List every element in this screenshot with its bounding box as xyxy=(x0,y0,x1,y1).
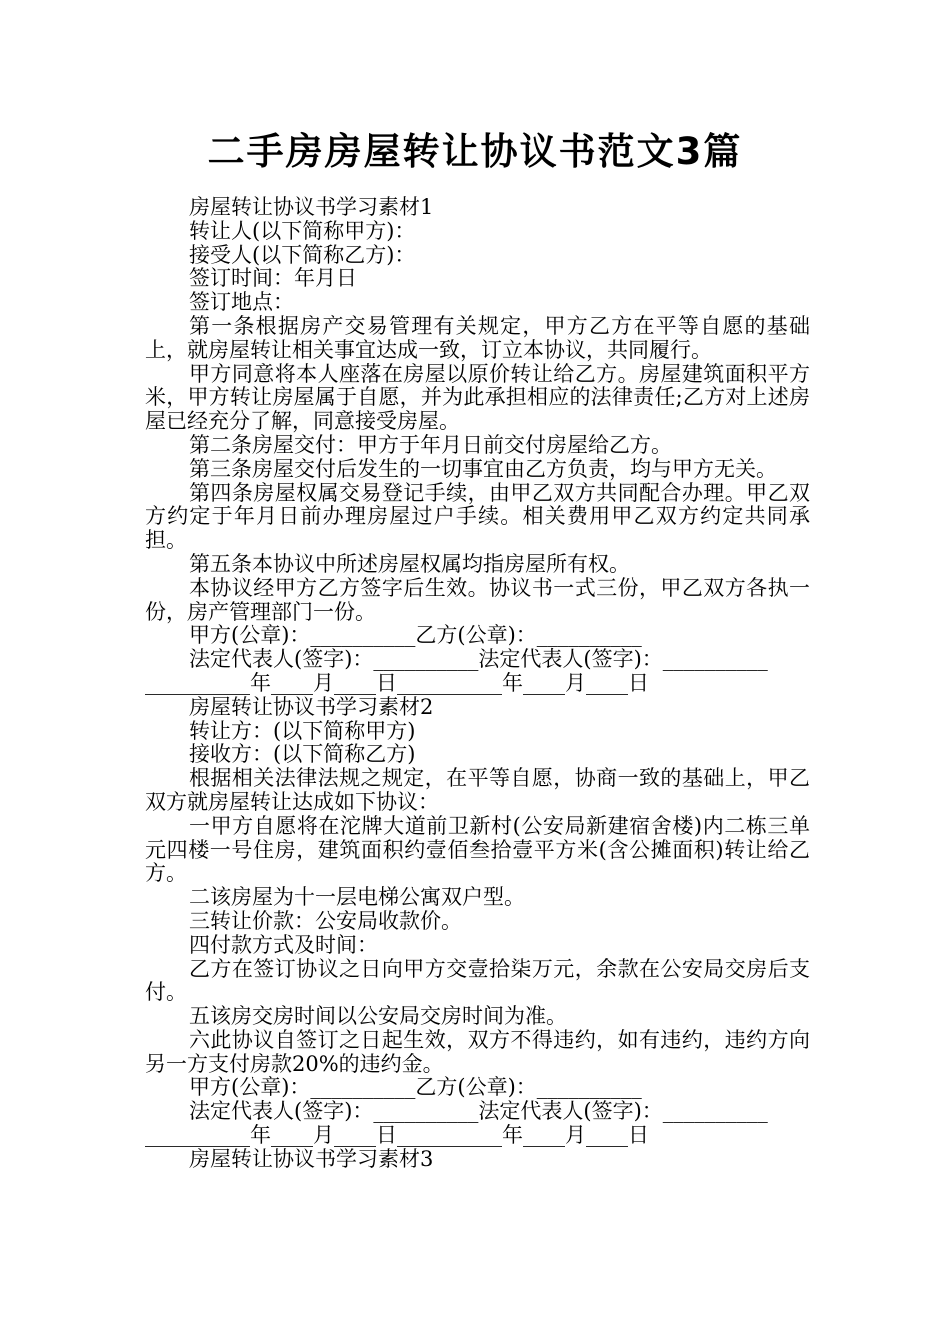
paragraph-s1-transferor: 转让人(以下简称甲方)： xyxy=(189,218,416,243)
paragraph-s2-seal: 甲方(公章)：__________乙方(公章)：__________ xyxy=(189,1075,642,1100)
document-body xyxy=(145,196,810,1172)
paragraph-s2-item-2: 二该房屋为十一层电梯公寓双户型。 xyxy=(189,885,525,910)
paragraph-s1-sign-time: 签订时间：年月日 xyxy=(189,266,357,291)
paragraph-s1-seal: 甲方(公章)：__________乙方(公章)：__________ xyxy=(189,623,642,648)
paragraph-s2-date: __________年____月____日__________年____月____日 xyxy=(145,1123,649,1148)
paragraph-s1-transferee: 接受人(以下简称乙方)： xyxy=(189,242,416,267)
paragraph-s1-article-1: 第一条根据房产交易管理有关规定，甲方乙方在平等自愿的基础上，就房屋转让相关事宜达成一致，订立本协议，共同履行。 xyxy=(145,313,810,362)
paragraph-s1-effect: 本协议经甲方乙方签字后生效。协议书一式三份，甲乙双方各执一份，房产管理部门一份。 xyxy=(145,575,810,624)
paragraph-s2-item-3: 三转让价款：公安局收款价。 xyxy=(189,908,462,933)
paragraph-s2-transferee: 接收方：(以下简称乙方) xyxy=(189,742,416,767)
paragraph-s2-transferor: 转让方：(以下简称甲方) xyxy=(189,718,416,743)
paragraph-s2-item-4: 四付款方式及时间： xyxy=(189,932,378,957)
paragraph-s1-article-1-detail: 甲方同意将本人座落在房屋以原价转让给乙方。房屋建筑面积平方米，甲方转让房屋属于自愿，并为此承担相应的法律责任;乙方对上述房屋已经充分了解，同意接受房屋。 xyxy=(145,361,810,434)
paragraph-s2-heading: 房屋转让协议书学习素材2 xyxy=(189,694,434,719)
paragraph-s1-heading: 房屋转让协议书学习素材1 xyxy=(189,195,434,219)
paragraph-s1-sign-place: 签订地点： xyxy=(189,290,294,315)
document-title: 二手房房屋转让协议书范文3篇 xyxy=(207,130,743,173)
paragraph-s2-item-6: 六此协议自签订之日起生效，双方不得违约，如有违约，违约方向另一方支付房款20%的违约金。 xyxy=(145,1027,810,1076)
paragraph-s1-article-5: 第五条本协议中所述房屋权属均指房屋所有权。 xyxy=(189,551,630,576)
paragraph-s2-preamble: 根据相关法律法规之规定，在平等自愿，协商一致的基础上，甲乙双方就房屋转让达成如下协议： xyxy=(145,766,810,814)
paragraph-s2-rep: 法定代表人(签字)：__________法定代表人(签字)：__________ xyxy=(189,1099,768,1124)
paragraph-s1-date: __________年____月____日__________年____月____日 xyxy=(145,670,649,695)
paragraph-s2-item-4-detail: 乙方在签订协议之日向甲方交壹拾柒万元，余款在公安局交房后支付。 xyxy=(145,956,810,1005)
paragraph-s1-article-2: 第二条房屋交付：甲方于年月日前交付房屋给乙方。 xyxy=(189,432,672,457)
paragraph-s3-heading: 房屋转让协议书学习素材3 xyxy=(189,1146,434,1171)
paragraph-s2-item-1: 一甲方自愿将在沱牌大道前卫新村(公安局新建宿舍楼)内二栋三单元四楼一号住房，建筑面积约壹佰叁拾壹平方米(含公摊面积)转让给乙方。 xyxy=(145,813,810,886)
paragraph-s1-article-4: 第四条房屋权属交易登记手续，由甲乙双方共同配合办理。甲乙双方约定于年月日前办理房屋过户手续。相关费用甲乙双方约定共同承担。 xyxy=(145,480,810,553)
paragraph-s1-rep: 法定代表人(签字)：__________法定代表人(签字)：__________ xyxy=(189,647,768,672)
paragraph-s2-item-5: 五该房交房时间以公安局交房时间为准。 xyxy=(189,1004,567,1029)
paragraph-s1-article-3: 第三条房屋交付后发生的一切事宜由乙方负责，均与甲方无关。 xyxy=(189,456,777,481)
